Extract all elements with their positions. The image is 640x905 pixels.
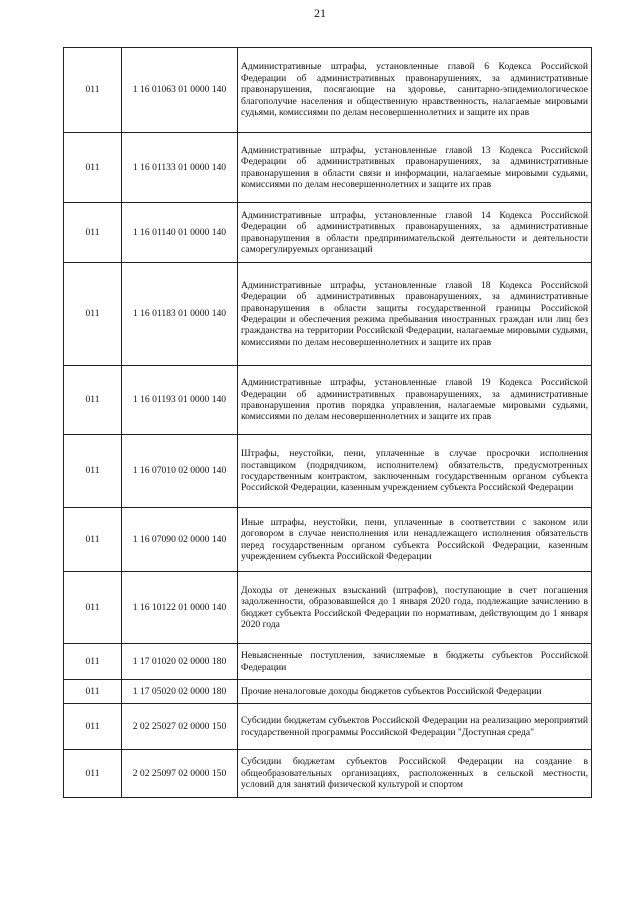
description-cell: Административные штрафы, установленные главой 13 Кодекса Российской Федерации об административных правонарушениях, за административные правонарушения в области связи и информации, налагаемые мировыми судьями, комиссиями по делам несовершеннолетних и защите их прав: [238, 133, 592, 203]
admin-code-cell: 011: [64, 435, 122, 508]
description-cell: Административные штрафы, установленные главой 6 Кодекса Российской Федерации об административных правонарушениях, за административные правонарушения, посягающие на здоровье, санитарно-эпидемиологическое благополучие населения и общественную нравственность, налагаемые мировыми судьями, комиссиями по делам несовершеннолетних и защите их прав: [238, 48, 592, 133]
description-cell: Доходы от денежных взысканий (штрафов), поступающие в счет погашения задолженности, образовавшейся до 1 января 2020 года, подлежащие зачислению в бюджет субъекта Российской Федерации по нормативам, действующим до 1 января 2020 года: [238, 572, 592, 644]
admin-code-cell: 011: [64, 508, 122, 572]
admin-code-cell: 011: [64, 203, 122, 263]
description-cell: Субсидии бюджетам субъектов Российской Федерации на реализацию мероприятий государственной программы Российской Федерации "Доступная среда": [238, 704, 592, 750]
budget-code-cell: 1 17 01020 02 0000 180: [122, 644, 238, 680]
admin-code-cell: 011: [64, 750, 122, 798]
admin-code-cell: 011: [64, 572, 122, 644]
description-cell: Штрафы, неустойки, пени, уплаченные в случае просрочки исполнения поставщиком (подрядчиком, исполнителем) обязательств, предусмотренных государственным контрактом, заключенным государственным органом субъекта Российской Федерации, казенным учреждением субъекта Российской Федерации: [238, 435, 592, 508]
description-cell: Административные штрафы, установленные главой 19 Кодекса Российской Федерации об административных правонарушениях, за административные правонарушения против порядка управления, налагаемые мировыми судьями, комиссиями по делам несовершеннолетних и защите их прав: [238, 366, 592, 435]
admin-code-cell: 011: [64, 133, 122, 203]
table-row: [64, 644, 592, 680]
budget-code-cell: 1 16 01133 01 0000 140: [122, 133, 238, 203]
budget-code-cell: 1 16 01063 01 0000 140: [122, 48, 238, 133]
admin-code-cell: 011: [64, 704, 122, 750]
table-row: [64, 572, 592, 644]
budget-code-cell: 1 16 07090 02 0000 140: [122, 508, 238, 572]
budget-code-cell: 1 16 01193 01 0000 140: [122, 366, 238, 435]
budget-code-cell: 2 02 25027 02 0000 150: [122, 704, 238, 750]
budget-code-cell: 2 02 25097 02 0000 150: [122, 750, 238, 798]
table-row: [64, 203, 592, 263]
budget-code-cell: 1 16 01140 01 0000 140: [122, 203, 238, 263]
description-cell: Административные штрафы, установленные главой 18 Кодекса Российской Федерации об административных правонарушениях, за административные правонарушения в области защиты государственной границы Российской Федерации и обеспечения режима пребывания иностранных граждан или лиц без гражданства на территории Российской Федерации, налагаемые мировыми судьями, комиссиями по делам несовершеннолетних и защите их прав: [238, 263, 592, 366]
table-row: [64, 704, 592, 750]
page-number: 21: [314, 6, 326, 20]
admin-code-cell: 011: [64, 366, 122, 435]
table-row: [64, 508, 592, 572]
admin-code-cell: 011: [64, 680, 122, 704]
table-row: [64, 680, 592, 704]
table-row: [64, 366, 592, 435]
table-row: [64, 435, 592, 508]
table-row: [64, 263, 592, 366]
revenue-codes-table: [63, 47, 592, 798]
description-cell: Невыясненные поступления, зачисляемые в бюджеты субъектов Российской Федерации: [238, 644, 592, 680]
table-row: [64, 133, 592, 203]
budget-code-cell: 1 16 07010 02 0000 140: [122, 435, 238, 508]
budget-code-cell: 1 16 01183 01 0000 140: [122, 263, 238, 366]
table-row: [64, 48, 592, 133]
budget-code-cell: 1 17 05020 02 0000 180: [122, 680, 238, 704]
description-cell: Административные штрафы, установленные главой 14 Кодекса Российской Федерации об административных правонарушениях, за административные правонарушения в области предпринимательской деятельности и деятельности саморегулируемых организаций: [238, 203, 592, 263]
admin-code-cell: 011: [64, 644, 122, 680]
budget-code-cell: 1 16 10122 01 0000 140: [122, 572, 238, 644]
admin-code-cell: 011: [64, 48, 122, 133]
description-cell: Субсидии бюджетам субъектов Российской Федерации на создание в общеобразовательных организациях, расположенных в сельской местности, условий для занятий физической культурой и спортом: [238, 750, 592, 798]
description-cell: Прочие неналоговые доходы бюджетов субъектов Российской Федерации: [238, 680, 592, 704]
admin-code-cell: 011: [64, 263, 122, 366]
description-cell: Иные штрафы, неустойки, пени, уплаченные в соответствии с законом или договором в случае неисполнения или ненадлежащего исполнения обязательств перед государственным органом субъекта Российской Федерации, казенным учреждением субъекта Российской Федерации: [238, 508, 592, 572]
table-row: [64, 750, 592, 798]
